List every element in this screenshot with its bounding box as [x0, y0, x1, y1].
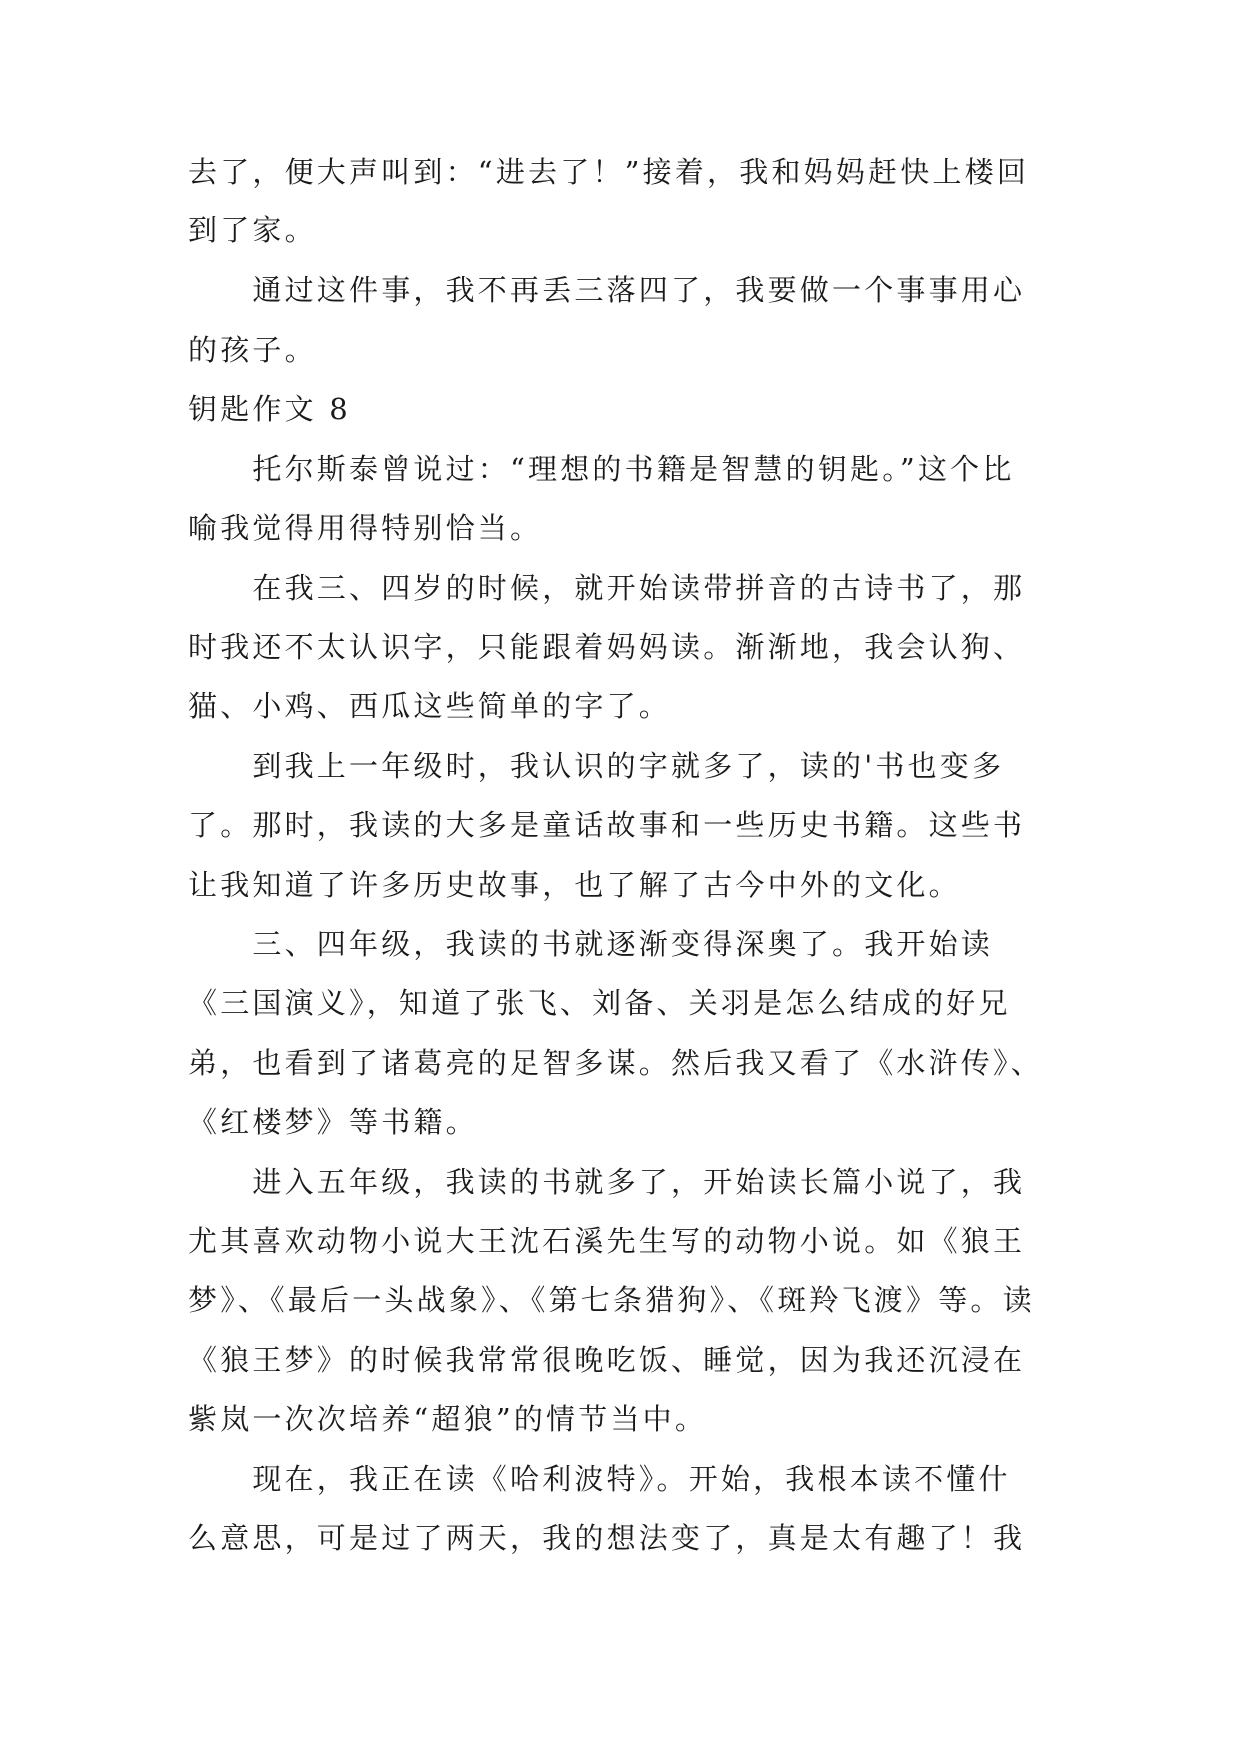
- text-line: 喻我觉得用得特别恰当。: [188, 511, 543, 545]
- text-line: 到我上一年级时，我认识的字就多了，读的'书也变多: [188, 749, 1005, 783]
- text-line: 去了，便大声叫到：“进去了！”接着，我和妈妈赶快上楼回: [188, 155, 1030, 189]
- text-line: 《三国演义》，知道了张飞、刘备、关羽是怎么结成的好兄: [188, 986, 1011, 1020]
- text-line: 么意思，可是过了两天，我的想法变了，真是太有趣了！我: [188, 1521, 1026, 1555]
- text-line: 托尔斯泰曾说过：“理想的书籍是智慧的钥匙。”这个比: [188, 452, 1015, 486]
- text-line: 《狼王梦》的时候我常常很晚吃饭、睡觉，因为我还沉浸在: [188, 1343, 1026, 1377]
- text-line: 紫岚一次次培养“超狼”的情节当中。: [188, 1402, 708, 1436]
- text-line: 三、四年级，我读的书就逐渐变得深奥了。我开始读: [188, 927, 994, 961]
- text-line: 通过这件事，我不再丢三落四了，我要做一个事事用心: [188, 273, 1026, 307]
- text-line: 进入五年级，我读的书就多了，开始读长篇小说了，我: [188, 1165, 1026, 1199]
- text-line: 现在，我正在读《哈利波特》。开始，我根本读不懂什: [188, 1462, 1011, 1496]
- text-line: 梦》、《最后一头战象》、《第七条猎狗》、《斑羚飞渡》等。读: [188, 1283, 1035, 1317]
- text-line: 《红楼梦》等书籍。: [188, 1105, 478, 1139]
- text-line: 猫、小鸡、西瓜这些简单的字了。: [188, 689, 672, 723]
- section-heading: 钥匙作文 8: [188, 392, 351, 426]
- text-line: 到了家。: [188, 213, 317, 247]
- text-line: 尤其喜欢动物小说大王沈石溪先生写的动物小说。如《狼王: [188, 1224, 1026, 1258]
- text-line: 了。那时，我读的大多是童话故事和一些历史书籍。这些书: [188, 808, 1026, 842]
- text-line: 在我三、四岁的时候，就开始读带拼音的古诗书了，那: [188, 571, 1026, 605]
- text-line: 弟，也看到了诸葛亮的足智多谋。然后我又看了《水浒传》、: [188, 1046, 1043, 1080]
- text-line: 的孩子。: [188, 333, 317, 367]
- text-line: 时我还不太认识字，只能跟着妈妈读。渐渐地，我会认狗、: [188, 630, 1026, 664]
- text-line: 让我知道了许多历史故事，也了解了古今中外的文化。: [188, 868, 961, 902]
